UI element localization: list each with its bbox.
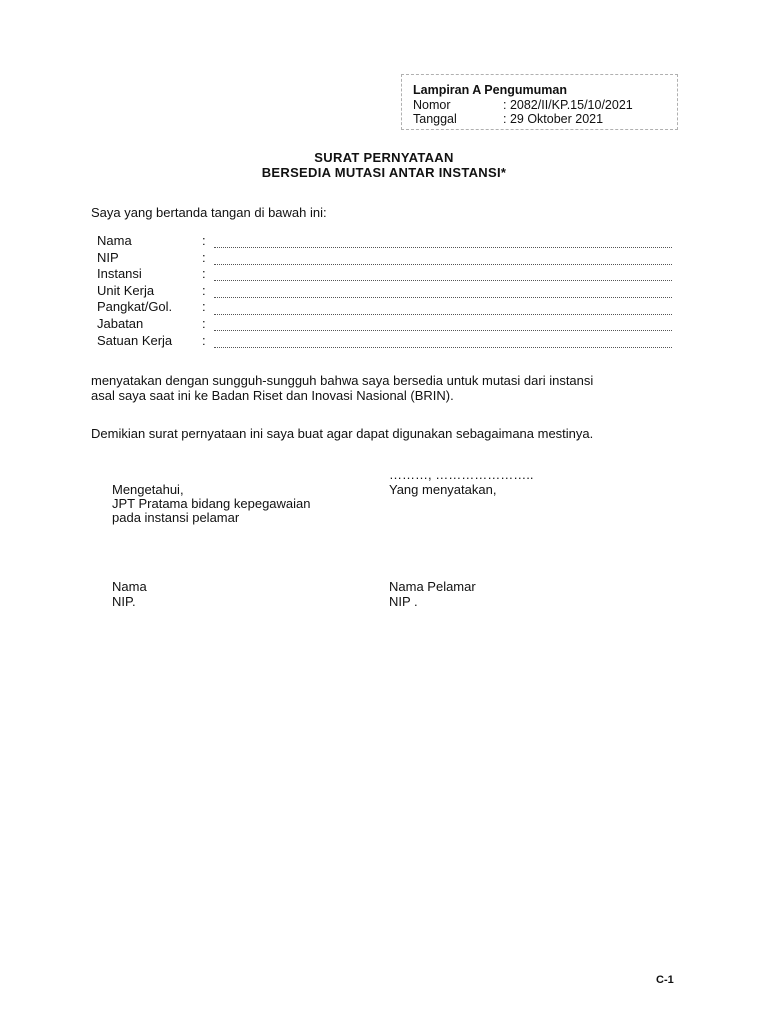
document-title-line2: BERSEDIA MUTASI ANTAR INSTANSI* xyxy=(261,165,507,180)
field-label-nip: NIP xyxy=(97,250,119,265)
closing-text: Demikian surat pernyataan ini saya buat agar dapat digunakan sebagaimana mestinya. xyxy=(91,426,594,441)
document-title-line1: SURAT PERNYATAAN xyxy=(314,150,454,165)
field-label-instansi: Instansi xyxy=(97,266,142,281)
sign-left-line1: Mengetahui, xyxy=(112,482,184,497)
field-label-satuan-kerja: Satuan Kerja xyxy=(97,333,173,348)
field-colon: : xyxy=(202,299,206,314)
field-label-unit-kerja: Unit Kerja xyxy=(97,283,155,298)
sign-left-line2: JPT Pratama bidang kepegawaian xyxy=(112,496,311,511)
sign-right-nip: NIP . xyxy=(389,594,418,609)
sign-right-name: Nama Pelamar xyxy=(389,579,476,594)
statement-line1: menyatakan dengan sungguh-sungguh bahwa saya bersedia untuk mutasi dari instansi xyxy=(91,373,594,388)
field-label-nama: Nama xyxy=(97,233,132,248)
intro-text: Saya yang bertanda tangan di bawah ini: xyxy=(91,205,327,220)
field-label-pangkat: Pangkat/Gol. xyxy=(97,299,173,314)
field-line-unit-kerja[interactable] xyxy=(214,297,672,298)
sign-right-line1: Yang menyatakan, xyxy=(389,482,497,497)
field-colon: : xyxy=(202,283,206,298)
statement-line2: asal saya saat ini ke Badan Riset dan Inovasi Nasional (BRIN). xyxy=(91,388,454,403)
annex-number-label: Nomor xyxy=(413,98,451,112)
field-line-jabatan[interactable] xyxy=(214,330,672,331)
annex-number-value: : 2082/II/KP.15/10/2021 xyxy=(503,98,633,112)
place-date: ………, ………………….. xyxy=(389,467,534,482)
page-number: C-1 xyxy=(656,974,674,986)
sign-left-nip: NIP. xyxy=(112,594,136,609)
field-line-satuan-kerja[interactable] xyxy=(214,347,672,348)
annex-box xyxy=(401,74,678,130)
field-line-instansi[interactable] xyxy=(214,280,672,281)
annex-title: Lampiran A Pengumuman xyxy=(413,83,567,97)
annex-row-date xyxy=(413,112,603,126)
field-label-jabatan: Jabatan xyxy=(97,316,144,331)
field-colon: : xyxy=(202,266,206,281)
annex-date-value: : 29 Oktober 2021 xyxy=(503,112,604,126)
field-colon: : xyxy=(202,233,206,248)
field-colon: : xyxy=(202,333,206,348)
sign-left-line3: pada instansi pelamar xyxy=(112,510,240,525)
annex-row-number xyxy=(413,98,633,112)
field-colon: : xyxy=(202,316,206,331)
field-line-nama[interactable] xyxy=(214,247,672,248)
field-line-nip[interactable] xyxy=(214,264,672,265)
sign-left-name: Nama xyxy=(112,579,147,594)
field-line-pangkat[interactable] xyxy=(214,314,672,315)
field-colon: : xyxy=(202,250,206,265)
annex-date-label: Tanggal xyxy=(413,112,457,126)
